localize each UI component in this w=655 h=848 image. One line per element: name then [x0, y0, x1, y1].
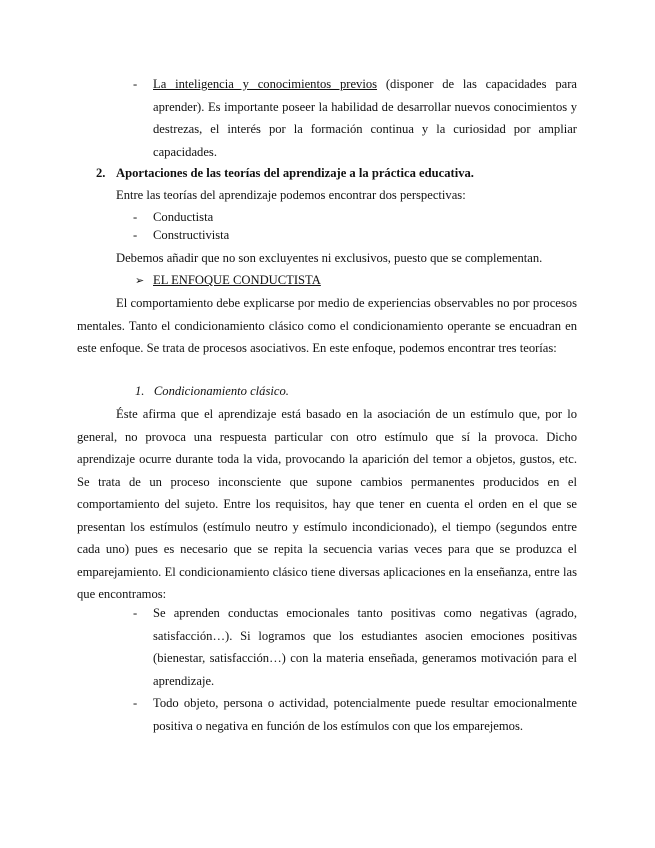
- arrow-bullet-icon: ➢: [135, 274, 145, 287]
- application-item: [133, 602, 577, 692]
- clasico-paragraph: Éste afirma que el aprendizaje está basado en la asociación de un estímulo que, por lo general, no provoca una respuesta particular con otro estímulo que sí la provoca. Dicho aprendizaje ocurre durante toda la vida, provocando la aparición del temor a objetos, gustos, etc. Se trata de un proceso inconsciente que supone cambios permanentes producidos en el comportamiento del sujeto. Entre los requisitos, hay que tener en cuenta el orden en el que se presentan los estímulos (estímulo neutro y estímulo incondicionado), el tiempo (segundos entre cada uno) pues es necesario que se repita la secuencia varias veces para que se produzca el emparejamiento. El condicionamiento clásico tiene diversas aplicaciones en la enseñanza, entre las que encontramos:: [77, 407, 577, 601]
- section-2-intro: Entre las teorías del aprendizaje podemos encontrar dos perspectivas:: [116, 188, 466, 202]
- section-2-title: Aportaciones de las teorías del aprendizaje a la práctica educativa.: [116, 166, 474, 180]
- bullet-dash: -: [133, 606, 138, 620]
- section-2-number: 2.: [96, 166, 106, 180]
- bullet-dash: -: [133, 77, 138, 91]
- intro-bullet-text: [153, 73, 577, 163]
- application-text: Todo objeto, persona o actividad, potencialmente puede resultar emocionalmente positiva o negativa en función de los estímulos con que los emparejemos.: [153, 696, 577, 733]
- intro-bullet: [133, 73, 577, 163]
- perspective-item: [133, 224, 577, 247]
- section-2-heading: [96, 162, 576, 185]
- enfoque-title: EL ENFOQUE CONDUCTISTA: [153, 273, 321, 287]
- bullet-dash: -: [133, 228, 138, 242]
- bullet-dash: -: [133, 696, 138, 710]
- application-item: [133, 692, 577, 737]
- bullet-dash: -: [133, 210, 138, 224]
- perspective-label: Conductista: [153, 210, 214, 224]
- perspective-label: Constructivista: [153, 228, 230, 242]
- enfoque-paragraph: El comportamiento debe explicarse por medio de experiencias observables no por procesos mentales. Tanto el condicionamiento clásico como el condicionamiento operante se encuadran en este enfoque. Se trata de procesos asociativos. En este enfoque, podemos encontrar tres teorías:: [77, 296, 577, 355]
- application-text: Se aprenden conductas emocionales tanto positivas como negativas (agrado, satisfacción…). Si logramos que los estudiantes asocien emociones positivas (bienestar, satisfacción…) con la materia enseñada, generamos motivación para el aprendizaje.: [153, 606, 577, 688]
- enfoque-heading: [135, 269, 535, 293]
- intro-bullet-rest: (disponer de las capacidades para aprender). Es importante poseer la habilidad de desarrollar nuevos conocimientos y destrezas, el interés por la formación continua y la curiosidad por ampliar capacidades.: [153, 77, 577, 159]
- intro-bullet-title: La inteligencia y conocimientos previos: [153, 77, 378, 91]
- section-2-note: Debemos añadir que no son excluyentes ni exclusivos, puesto que se complementan.: [116, 251, 543, 265]
- clasico-heading: 1. Condicionamiento clásico.: [135, 384, 289, 398]
